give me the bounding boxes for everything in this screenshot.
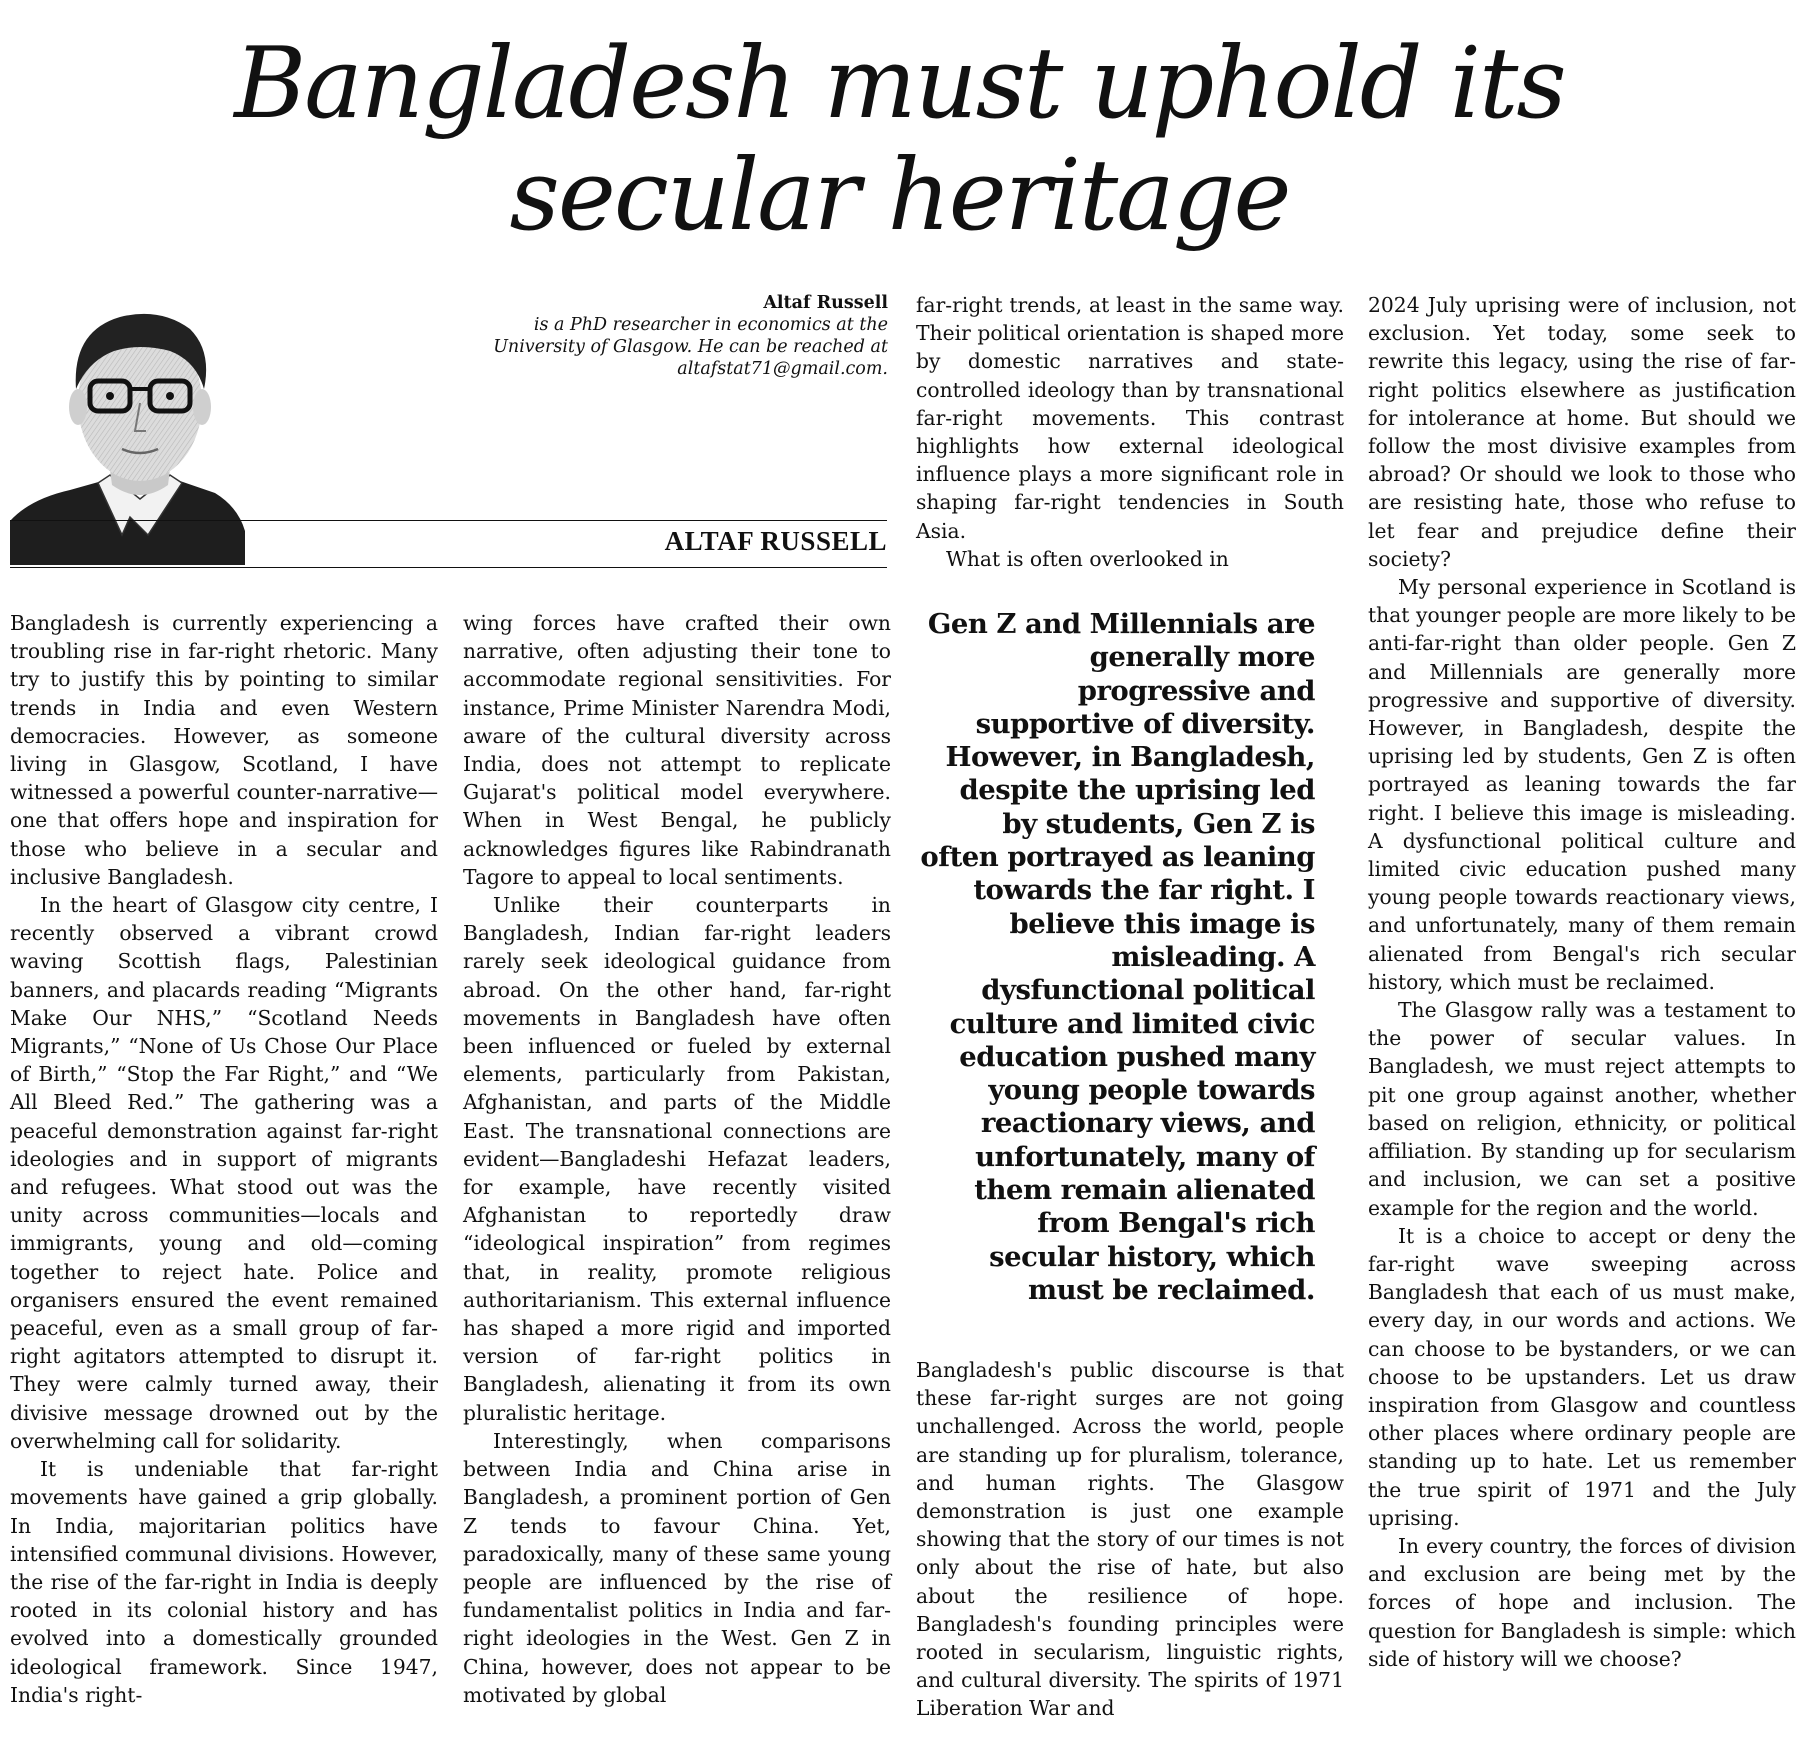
author-bio xyxy=(440,292,888,380)
paragraph: In the heart of Glasgow city centre, I recently observed a vibrant crowd waving Scottish flags, Palestinian banners, and placards reading “Migrants Make Our NHS,” “Scotland Needs Migrants,” “None of Us Chose Our Place of Birth,” “Stop the Far Right,” and “We All Bleed Red.” The gathering was a peaceful demonstration against far-right ideologies and in support of migrants and refugees. What stood out was the unity across communities—locals and immigrants, young and old—coming together to reject hate. Police and organisers ensured the event remained peaceful, even as a small group of far-right agitators attempted to disrupt it. They were calmly turned away, their divisive message drowned out by the overwhelming call for solidarity. xyxy=(10,893,438,1453)
column-1 xyxy=(10,609,438,1709)
headline xyxy=(0,28,1799,252)
headline-line-2: secular heritage xyxy=(509,139,1290,253)
column-4 xyxy=(1368,291,1796,1673)
pull-quote: Gen Z and Millennials are generally more progressive and supportive of diversity. However, in Bangladesh, despite the uprising led by students, Gen Z is often portrayed as leaning towards the far right. I believe this image is misleading. A dysfunctional political culture and limited civic education pushed many young people towards reactionary views, and unfortunately, many of them remain alienated from Bengal's rich secular history, which must be reclaimed. xyxy=(920,608,1315,1306)
paragraph: Interestingly, when comparisons between India and China arise in Bangladesh, a prominent portion of Gen Z tends to favour China. Yet, paradoxically, many of these same young people are influenced by the rise of fundamentalist politics in India and far-right ideologies in the West. Gen Z in China, however, does not appear to be motivated by global xyxy=(463,1428,891,1707)
paragraph: It is undeniable that far-right movements have gained a grip globally. In India, majoritarian politics have intensified communal divisions. However, the rise of the far-right in India is deeply rooted in its colonial history and has evolved into a domestically grounded ideological framework. Since 1947, India's right- xyxy=(10,1457,438,1707)
byline-top-rule xyxy=(10,520,887,521)
column-3-bottom xyxy=(916,1356,1344,1723)
paragraph: It is a choice to accept or deny the far-right wave sweeping across Bangladesh that each of us must make, every day, in our words and actions. We can choose to be bystanders, or we can choose to be upstanders. Let us draw inspiration from Glasgow and countless other places where ordinary people are standing up to hate. Let us remember the true spirit of 1971 and the July uprising. xyxy=(1368,1223,1796,1530)
paragraph: My personal experience in Scotland is that younger people are more likely to be anti-far-right than older people. Gen Z and Millennials are generally more progressive and supportive of diversity. However, in Bangladesh, despite the uprising led by students, Gen Z is often portrayed as leaning towards the far right. I believe this image is misleading. A dysfunctional political culture and limited civic education pushed many young people towards reactionary views, and unfortunately, many of them remain alienated from Bengal's rich secular history, which must be reclaimed. xyxy=(1368,575,1796,994)
paragraph: Bangladesh's public discourse is that these far-right surges are not going unchallenged. Across the world, people are standing up for pluralism, tolerance, and human rights. The Glasgow demonstration is just one example showing that the story of our times is not only about the rise of hate, but also about the resilience of hope. Bangladesh's founding principles were rooted in secularism, linguistic rights, and cultural diversity. The spirits of 1971 Liberation War and xyxy=(916,1358,1344,1721)
author-photo xyxy=(10,285,245,565)
paragraph: wing forces have crafted their own narrative, often adjusting their tone to accommodate regional sensitivities. For instance, Prime Minister Narendra Modi, aware of the cultural diversity across India, does not attempt to replicate Gujarat's political model everywhere. When in West Bengal, he publicly acknowledges figures like Rabindranath Tagore to appeal to local sentiments. xyxy=(463,611,891,889)
byline-bottom-rule xyxy=(10,567,887,568)
author-description: is a PhD researcher in economics at the University of Glasgow. He can be reached at altafstat71@gmail.com. xyxy=(493,315,888,379)
column-3-top xyxy=(916,291,1344,573)
paragraph: What is often overlooked in xyxy=(946,546,1229,571)
byline: ALTAF RUSSELL xyxy=(664,526,887,556)
headline-line-1: Bangladesh must uphold its xyxy=(234,27,1565,141)
paragraph: far-right trends, at least in the same way. Their political orientation is shaped more by domestic narratives and state-controlled ideology than by transnational far-right movements. This contrast highlights how external ideological influence plays a more significant role in shaping far-right tendencies in South Asia. xyxy=(916,293,1344,543)
paragraph: In every country, the forces of division and exclusion are being met by the forces of hope and inclusion. The question for Bangladesh is simple: which side of history will we choose? xyxy=(1368,1533,1796,1671)
author-name: Altaf Russell xyxy=(763,293,888,313)
paragraph: The Glasgow rally was a testament to the power of secular values. In Bangladesh, we must reject attempts to pit one group against another, whether based on religion, ethnicity, or political affiliation. By standing up for secularism and inclusion, we can set a positive example for the region and the world. xyxy=(1368,998,1796,1220)
column-2 xyxy=(463,609,891,1709)
paragraph: Unlike their counterparts in Bangladesh, Indian far-right leaders rarely seek ideological guidance from abroad. On the other hand, far-right movements in Bangladesh have often been influenced or fueled by external elements, particularly from Pakistan, Afghanistan, and parts of the Middle East. The transnational connections are evident—Bangladeshi Hefazat leaders, for example, have recently visited Afghanistan to reportedly draw “ideological inspiration” from regimes that, in reality, promote religious authoritarianism. This external influence has shaped a more rigid and imported version of far-right politics in Bangladesh, alienating it from its own pluralistic heritage. xyxy=(463,893,891,1425)
paragraph: 2024 July uprising were of inclusion, not exclusion. Yet today, some seek to rewrite this legacy, using the rise of far-right politics elsewhere as justification for intolerance at home. But should we follow the most divisive examples from abroad? Or should we look to those who are resisting hate, those who refuse to let fear and prejudice define their society? xyxy=(1368,293,1796,571)
paragraph: Bangladesh is currently experiencing a troubling rise in far-right rhetoric. Many try to justify this by pointing to similar trends in India and even Western democracies. However, as someone living in Glasgow, Scotland, I have witnessed a powerful counter-narrative—one that offers hope and inspiration for those who believe in a secular and inclusive Bangladesh. xyxy=(10,611,438,889)
